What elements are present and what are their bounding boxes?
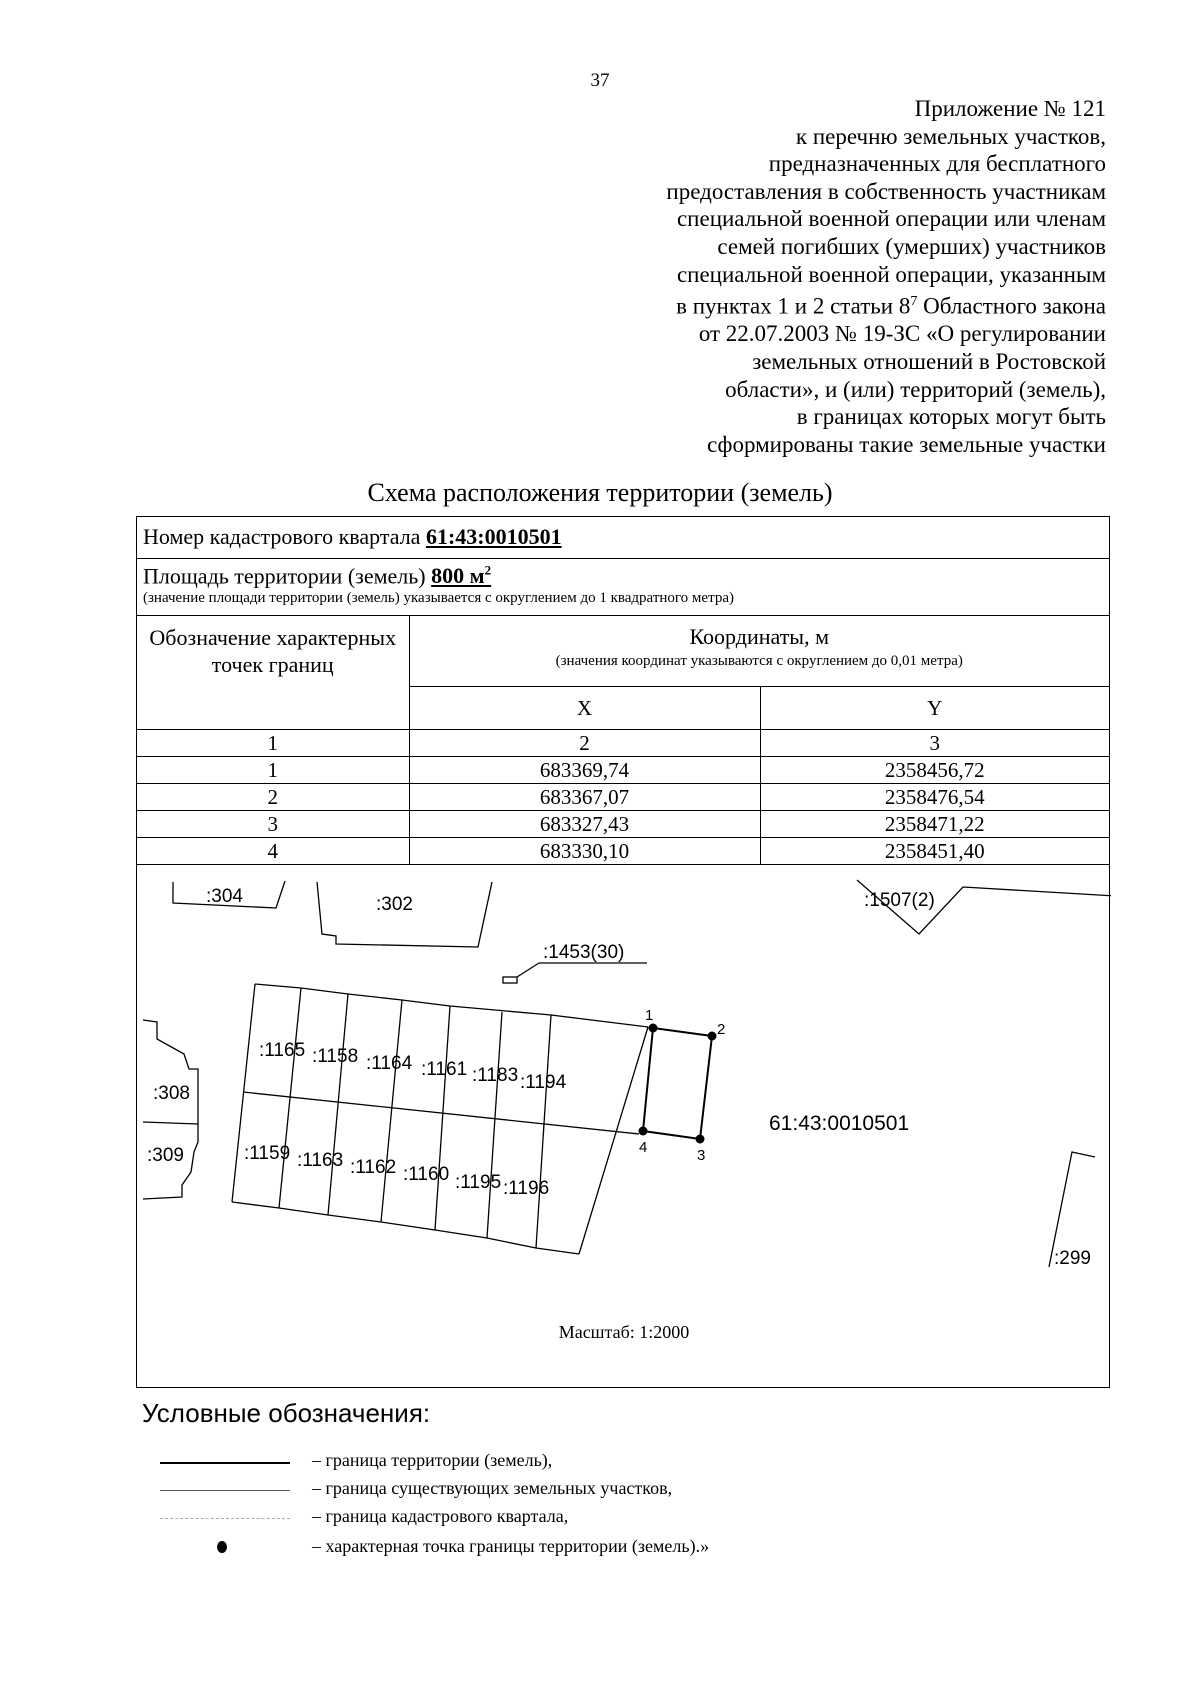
map-drawing [137, 872, 1111, 1388]
parcel-label-1194: :1194 [520, 1072, 567, 1093]
parcel-divider [536, 1015, 551, 1248]
appendix-text: Областного закона [917, 293, 1106, 319]
appendix-line: специальной военной операции или членам [676, 206, 1106, 232]
point-2-dot [708, 1032, 717, 1041]
points-header: Обозначение характерных точек границ [137, 616, 409, 730]
scheme-frame [136, 516, 1110, 1388]
appendix-line: специальной военной операции, указанным [676, 261, 1106, 287]
point-1-dot [649, 1024, 658, 1033]
appendix-header [546, 95, 1106, 458]
appendix-line: к перечню земельных участков, [795, 123, 1106, 149]
block-middle-edge [243, 1092, 639, 1134]
table-row [137, 811, 1109, 838]
point-cell: 3 [137, 811, 409, 838]
point-cell: 1 [137, 757, 409, 784]
parcel-label-304: :304 [206, 886, 243, 907]
legend-title: Условные обозначения: [142, 1398, 431, 1428]
area-note: (значение площади территории (земель) указывается с округлением до 1 квадратного метра) [143, 590, 734, 607]
x-header: X [409, 687, 760, 730]
parcel-label-1164: :1164 [366, 1053, 413, 1074]
parcel-1453-marker [503, 977, 517, 983]
x-cell: 683367,07 [409, 784, 760, 811]
block-right-edge [579, 1027, 648, 1254]
parcel-label-299: :299 [1054, 1248, 1091, 1269]
appendix-line: от 22.07.2003 № 19-ЗС «О регулировании [698, 321, 1106, 347]
appendix-line: предоставления в собственность участникам [666, 178, 1106, 204]
area-line [143, 563, 1109, 589]
y-cell: 2358476,54 [760, 784, 1109, 811]
legend-item: – граница существующих земельных участков, [312, 1478, 673, 1498]
y-cell: 2358471,22 [760, 811, 1109, 838]
existing-parcel-boundaries [143, 880, 1111, 1267]
parcel-label-1165: :1165 [259, 1040, 306, 1061]
characteristic-point-symbol [217, 1541, 227, 1553]
parcel-label-1507: :1507(2) [864, 890, 935, 911]
area-number: 800 м [431, 563, 485, 589]
parcel-label-1158: :1158 [312, 1046, 359, 1067]
territory-boundary-symbol [160, 1462, 290, 1464]
appendix-line: в границах которых могут быть [796, 404, 1106, 430]
area-unit-superscript: 2 [484, 563, 492, 578]
parcel-308-309-boundary [143, 1020, 198, 1199]
parcel-label-308: :308 [153, 1083, 190, 1104]
point-cell: 4 [137, 838, 409, 865]
x-cell: 683330,10 [409, 838, 760, 865]
y-cell: 2358456,72 [760, 757, 1109, 784]
point-label-4: 4 [639, 1139, 648, 1156]
y-header: Y [760, 687, 1109, 730]
map-labels [147, 886, 1091, 1269]
parcel-label-309: :309 [147, 1145, 184, 1166]
legend-item: – граница территории (земель), [312, 1450, 553, 1470]
parcel-label-1453: :1453(30) [543, 942, 625, 963]
appendix-line: области», и (или) территорий (земель), [725, 376, 1106, 402]
coords-header [409, 616, 1109, 687]
scale-label: Масштаб: 1:2000 [558, 1322, 690, 1342]
quarter-label: 61:43:0010501 [769, 1112, 910, 1135]
appendix-line: земельных отношений в Ростовской [752, 349, 1106, 374]
appendix-line: сформированы такие земельные участки [707, 431, 1106, 457]
column-number: 1 [137, 730, 409, 757]
appendix-line: предназначенных для бесплатного [768, 151, 1106, 177]
parcel-label-302: :302 [376, 894, 413, 915]
parcel-label-1196: :1196 [503, 1178, 550, 1199]
point-label-1: 1 [645, 1007, 654, 1024]
column-number: 2 [409, 730, 760, 757]
scheme-title: Схема расположения территории (земель) [367, 478, 833, 507]
coords-title: Координаты, м [689, 624, 830, 649]
cadastral-value: 61:43:0010501 [425, 524, 562, 549]
point-4-dot [639, 1127, 648, 1136]
parcel-divider [328, 994, 348, 1215]
parcel-label-1161: :1161 [421, 1059, 468, 1080]
cadastral-row [137, 517, 1109, 559]
table-row [137, 784, 1109, 811]
table-row [137, 838, 1109, 865]
x-cell: 683369,74 [409, 757, 760, 784]
parcel-divider [435, 1006, 450, 1230]
block-top-edge [255, 984, 648, 1027]
map-area [137, 872, 1111, 1388]
legend-item: – характерная точка границы территории (земель).» [312, 1536, 710, 1556]
parcel-label-1162: :1162 [350, 1157, 397, 1178]
parcel-label-1159: :1159 [244, 1143, 291, 1164]
area-label: Площадь территории (земель) [143, 563, 432, 589]
coords-note: (значения координат указываются с округлением до 0,01 метра) [555, 653, 963, 669]
parcel-divider [487, 1012, 502, 1238]
column-numbers-row [137, 730, 1109, 757]
appendix-line: Приложение № 121 [914, 96, 1106, 121]
area-row [137, 559, 1109, 616]
parcel-308-309-divider [143, 1122, 198, 1124]
page-number: 37 [590, 70, 610, 91]
cadastral-quarter-boundary-symbol [160, 1518, 290, 1519]
appendix-line-article [546, 288, 1106, 320]
existing-parcel-boundary-symbol [160, 1490, 290, 1491]
appendix-text: в пунктах 1 и 2 статьи 8 [676, 293, 911, 319]
area-value [431, 563, 491, 588]
parcel-label-1160: :1160 [403, 1164, 450, 1185]
parcel-divider [381, 1000, 402, 1222]
point-3-dot [696, 1135, 705, 1144]
point-cell: 2 [137, 784, 409, 811]
territory-boundary [643, 1028, 712, 1139]
coordinates-table [137, 616, 1109, 865]
cadastral-label: Номер кадастрового квартала [143, 524, 426, 549]
point-label-3: 3 [697, 1147, 706, 1164]
column-number: 3 [760, 730, 1109, 757]
parcel-label-1183: :1183 [472, 1065, 519, 1086]
table-row [137, 757, 1109, 784]
point-label-2: 2 [717, 1021, 726, 1038]
appendix-line: семей погибших (умерших) участников [717, 233, 1106, 259]
parcel-label-1163: :1163 [297, 1150, 344, 1171]
characteristic-points [639, 1024, 717, 1144]
parcel-label-1195: :1195 [455, 1172, 502, 1193]
y-cell: 2358451,40 [760, 838, 1109, 865]
article-superscript: 7 [910, 294, 918, 310]
parcel-1453-leader [517, 963, 539, 977]
legend-item: – граница кадастрового квартала, [312, 1506, 569, 1526]
block-bottom-edge [232, 1202, 579, 1254]
x-cell: 683327,43 [409, 811, 760, 838]
